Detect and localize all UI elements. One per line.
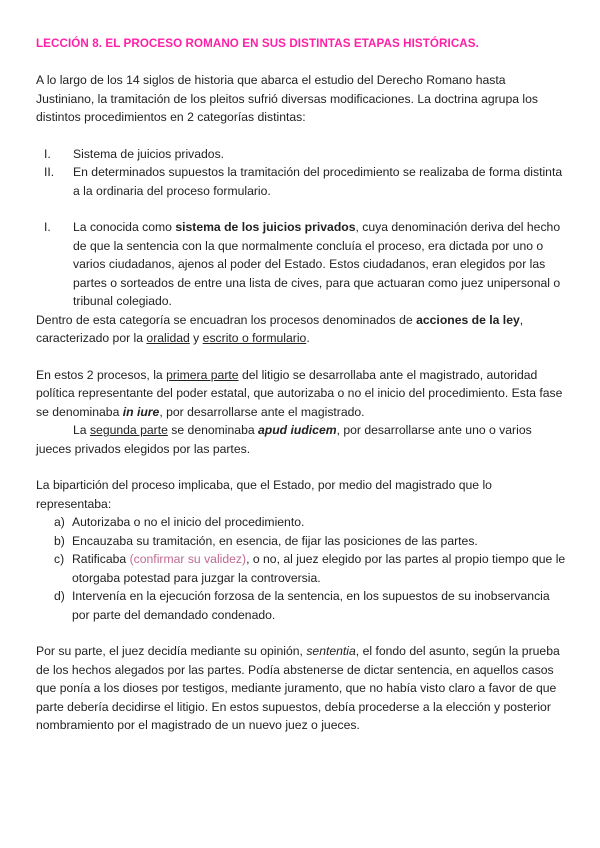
list-item: I. La conocida como sistema de los juicios privados, cuya denominación deriva del hecho de que la sentencia con la que normalmente concluía el proceso, era dictada por uno o varios ciudadanos, ajenos al poder del Estado. Estos ciudadanos, eran elegidos por las partes o sorteados de entre una lista de cives, para que actuaran como juez unipersonal o tribunal colegiado. xyxy=(44,220,561,308)
bipartition-paragraph: La bipartición del proceso implicaba, que el Estado, por medio del magistrado que lo representaba: xyxy=(36,478,492,511)
first-part-paragraph: En estos 2 procesos, la primera parte del litigio se desarrollaba ante el magistrado, autoridad política representante del poder estatal, que autorizaba o no el inicio del procedimiento. Esta fase se denominaba in iure, por desarrollarse ante el magistrado. xyxy=(36,367,563,419)
state-functions-list xyxy=(36,513,566,624)
list-item: b) Encauzaba su tramitación, en esencia, de fijar las posiciones de las partes. xyxy=(54,533,478,548)
lesson-title: LECCIÓN 8. EL PROCESO ROMANO EN SUS DISTINTAS ETAPAS HISTÓRICAS. xyxy=(36,37,479,50)
annotation-note: (confirmar su validez) xyxy=(129,552,247,566)
list-item: II. En determinados supuestos la tramitación del procedimiento se realizaba de forma distinta a la ordinaria del proceso formulario. xyxy=(44,165,563,198)
section-one xyxy=(36,218,566,311)
second-part-paragraph: La segunda parte se denominaba apud iudicem, por desarrollarse ante uno o varios jueces privados elegidos por las partes. xyxy=(36,423,532,456)
judge-paragraph: Por su parte, el juez decidía mediante su opinión, sententia, el fondo del asunto, según la prueba de los hechos alegados por las partes. Podía abstenerse de dictar sentencia, en aquellos casos que ponía a los dioses por testigos, mediante juramento, que no había visto claro a favor de que parte debería decidirse el litigio. En estos supuestos, debía procederse a la elección y posterior nombramiento por el magistrado de un nuevo juez o jueces. xyxy=(36,644,560,732)
list-item: I. Sistema de juicios privados. xyxy=(44,146,225,161)
categories-list xyxy=(36,145,566,201)
list-item: c) Ratificaba (confirmar su validez), o no, al juez elegido por las partes al propio tiempo que le otorgaba potestad para juzgar la controversia. xyxy=(54,552,566,585)
category-paragraph: Dentro de esta categoría se encuadran los procesos denominados de acciones de la ley, caracterizado por la oralidad y escrito o formulario. xyxy=(36,312,524,345)
intro-paragraph: A lo largo de los 14 siglos de historia que abarca el estudio del Derecho Romano hasta Justiniano, la tramitación de los pleitos sufrió diversas modificaciones. La doctrina agrupa los distintos procedimientos en 2 categorías distintas: xyxy=(36,73,538,124)
list-item: d) Intervenía en la ejecución forzosa de la sentencia, en los supuestos de su inobservancia por parte del demandado condenado. xyxy=(54,589,550,622)
document-page xyxy=(36,36,566,735)
list-item: a) Autorizaba o no el inicio del procedimiento. xyxy=(54,515,305,529)
